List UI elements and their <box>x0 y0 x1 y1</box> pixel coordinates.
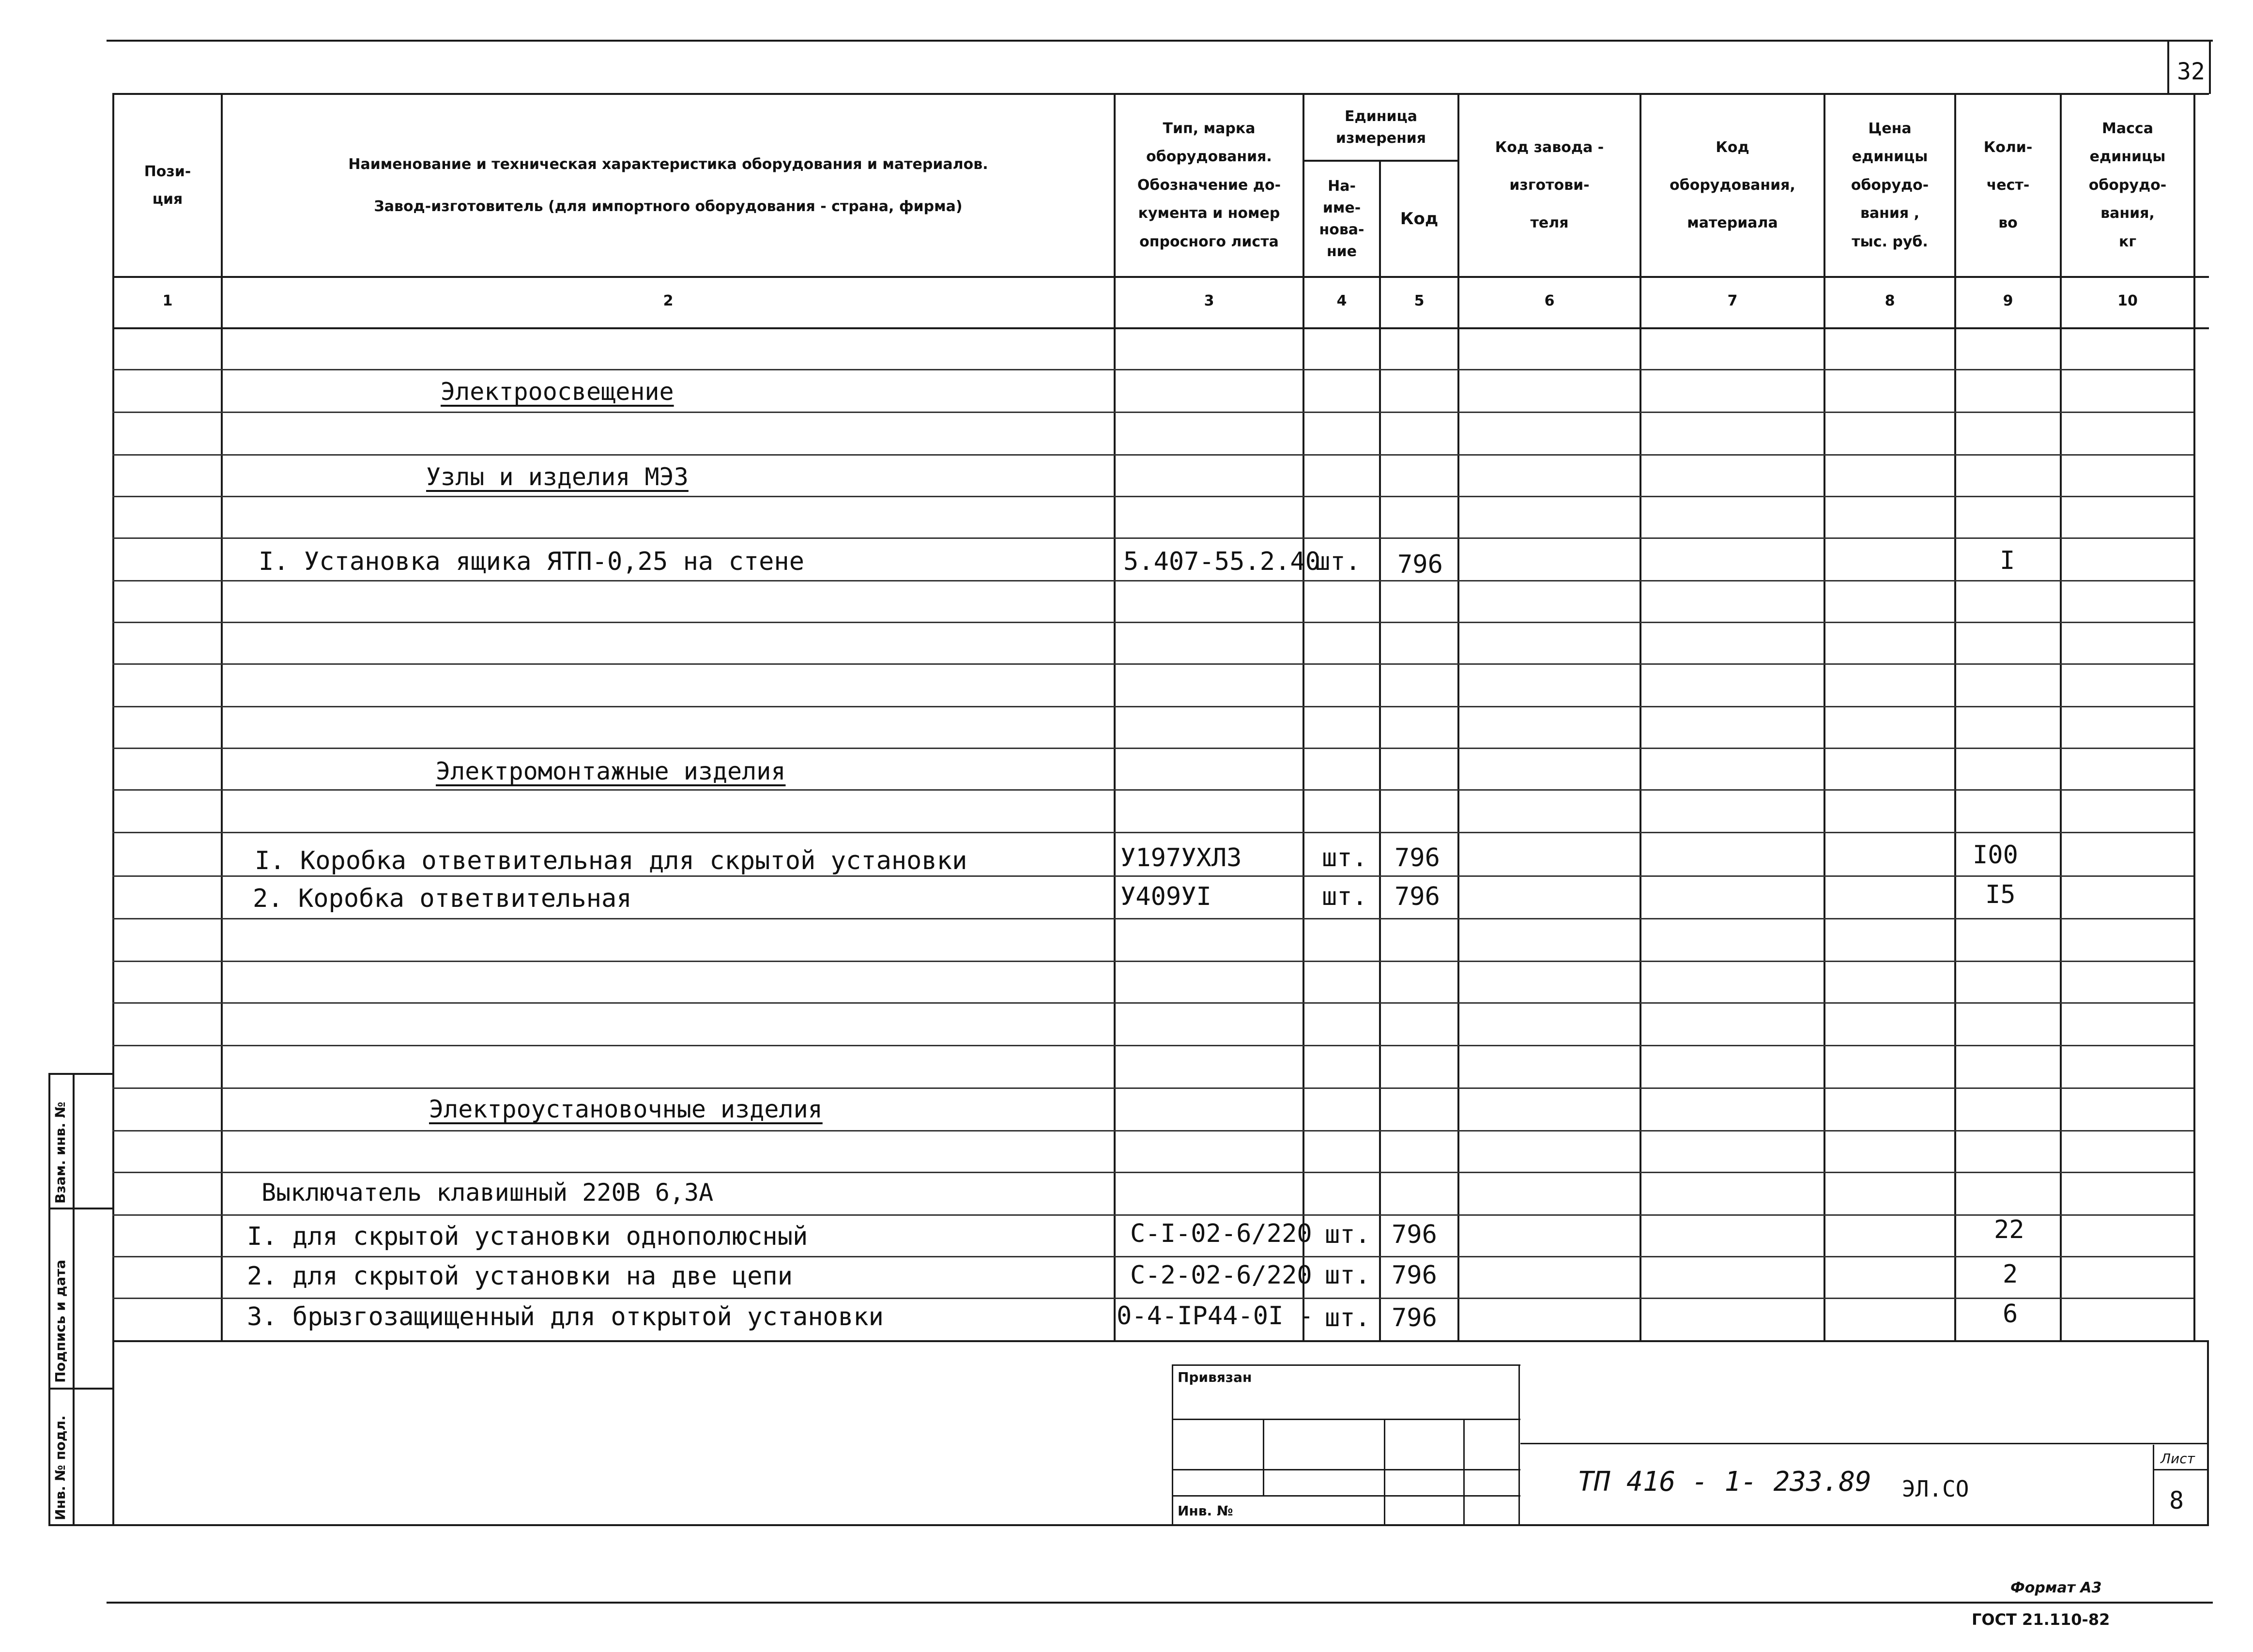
header-position: Пози- ция <box>144 163 191 208</box>
sheet-box-left <box>2153 1445 2154 1524</box>
row-item-code: 796 <box>1392 1220 1437 1249</box>
header-unit-group: Единица измерения <box>1335 108 1426 147</box>
document-code: ТП 416 - 1- 233.89 <box>1578 1466 1871 1498</box>
row-line <box>112 748 2193 749</box>
row-item-unit: шт. <box>1315 547 1361 576</box>
col-line-9 <box>2060 93 2062 1340</box>
row-item-code: 796 <box>1395 882 1440 911</box>
side-label-original-inv: Инв. № подл. <box>52 1415 68 1520</box>
stamp-inv-label: Инв. № <box>1178 1503 1233 1519</box>
section-heading: Электроосвещение <box>441 378 674 406</box>
side-strip-mid <box>73 1073 75 1526</box>
row-item-name: I. Установка ящика ЯТП-0,25 на стене <box>259 547 805 576</box>
row-line <box>112 663 2193 665</box>
row-item-unit: шт. <box>1322 843 1367 872</box>
side-strip-bottom <box>48 1524 114 1526</box>
row-line <box>112 496 2193 497</box>
colnum-1: 1 <box>162 292 173 309</box>
header-unit-code: Код <box>1400 209 1439 229</box>
row-item-type: С-I-02-6/220 <box>1130 1219 1312 1248</box>
format-label: Формат А3 <box>2010 1579 2102 1596</box>
row-item-name: 2. для скрытой установки на две цепи <box>247 1262 793 1291</box>
header-unit-name: На- име- нова- ние <box>1319 178 1364 260</box>
row-item-qty: 6 <box>2003 1300 2018 1329</box>
header-name-line2: Завод-изготовитель (для импортного оборудования - страна, фирма) <box>374 198 963 215</box>
title-block-right <box>2207 1340 2209 1526</box>
col-line-1 <box>221 93 223 1340</box>
row-line <box>112 1087 2193 1089</box>
row-item-unit: шт. <box>1322 882 1367 911</box>
row-line <box>112 832 2193 833</box>
row-line <box>112 1002 2193 1004</box>
sheet-corner-number: 32 <box>2177 58 2205 85</box>
row-item-name: 2. Коробка ответвительная <box>253 884 632 913</box>
row-item-name: I. для скрытой установки однополюсный <box>247 1222 808 1251</box>
col-line-5 <box>1457 93 1459 1340</box>
header-price: Цена единицы оборудо- вания , тыс. руб. <box>1851 120 1929 250</box>
row-item-type: 0-4-IP44-0I - <box>1117 1301 1314 1331</box>
row-line <box>112 1172 2193 1173</box>
top-border-line <box>107 40 2213 42</box>
colnum-5: 5 <box>1414 292 1425 309</box>
header-name <box>223 95 1114 276</box>
row-item-qty: I <box>2000 546 2015 575</box>
colnum-bottom-line <box>112 327 2209 329</box>
row-item-code: 796 <box>1395 843 1440 872</box>
row-item-name: 3. брызгозащищенный для открытой установки <box>247 1302 884 1331</box>
header-type: Тип, марка оборудования. Обозначение до- кумента и номер опросного листа <box>1137 120 1281 250</box>
col-line-4 <box>1379 160 1381 1340</box>
side-strip-top <box>48 1073 114 1075</box>
row-line <box>112 537 2193 539</box>
header-name-line1: Наименование и техническая характеристика оборудования и материалов. <box>348 156 988 173</box>
header-bottom-line <box>112 276 2209 278</box>
colnum-4: 4 <box>1336 292 1347 309</box>
header-mass: Масса единицы оборудо- вания, кг <box>2088 120 2167 250</box>
col-line-7 <box>1824 93 1825 1340</box>
stamp-line <box>1172 1495 1520 1497</box>
side-label-signature-date: Подпись и дата <box>52 1259 68 1383</box>
row-item-name: I. Коробка ответвительная для скрытой установки <box>255 846 967 875</box>
stamp-line <box>1384 1419 1385 1524</box>
row-item-type: 5.407-55.2.40 <box>1123 547 1320 576</box>
row-line <box>112 1045 2193 1046</box>
stamp-line <box>1263 1419 1264 1495</box>
col-line-6 <box>1640 93 1641 1340</box>
row-line <box>112 412 2193 413</box>
row-item-type: У409УI <box>1120 882 1211 911</box>
group-label: Выключатель клавишный 220В 6,3А <box>261 1178 714 1207</box>
stamp-line <box>1463 1419 1465 1524</box>
row-line <box>112 622 2193 623</box>
row-item-unit: шт. <box>1325 1220 1370 1249</box>
row-item-code: 796 <box>1392 1261 1437 1290</box>
row-line <box>112 706 2193 707</box>
row-line <box>112 1256 2193 1257</box>
section-code: ЭЛ.СО <box>1902 1476 1969 1502</box>
header-equipment-code: Код оборудования, материала <box>1670 139 1795 231</box>
colnum-9: 9 <box>2003 292 2013 309</box>
colnum-6: 6 <box>1544 292 1555 309</box>
row-item-qty: I5 <box>1985 880 2016 909</box>
row-line <box>112 875 2193 877</box>
header-quantity: Коли- чест- во <box>1983 139 2033 231</box>
col-line-8 <box>1954 93 1956 1340</box>
title-block-bottom <box>112 1524 2209 1526</box>
colnum-7: 7 <box>1727 292 1738 309</box>
stamp-privyazan-label: Привязан <box>1178 1369 1252 1385</box>
stamp-line <box>1172 1364 1520 1366</box>
side-label-replacement-inv: Взам. инв. № <box>52 1101 68 1204</box>
row-line <box>112 918 2193 919</box>
row-item-unit: шт. <box>1325 1303 1370 1332</box>
row-line <box>112 789 2193 791</box>
section-heading: Узлы и изделия МЭЗ <box>426 463 689 491</box>
table-bottom-line <box>112 1340 2209 1342</box>
header-factory-code: Код завода - изготови- теля <box>1495 139 1604 231</box>
row-line <box>112 1214 2193 1216</box>
doc-code-line <box>1520 1443 2208 1444</box>
row-item-qty: 2 <box>2003 1260 2018 1289</box>
bottom-border-line <box>107 1602 2213 1604</box>
row-item-type: С-2-02-6/220 <box>1130 1261 1312 1290</box>
row-item-qty: 22 <box>1994 1215 2024 1244</box>
section-heading: Электромонтажные изделия <box>436 757 786 785</box>
row-item-code: 796 <box>1397 550 1443 579</box>
sheet-label: Лист <box>2161 1451 2195 1467</box>
gost-label: ГОСТ 21.110-82 <box>1972 1610 2110 1629</box>
corner-box-right <box>2209 40 2211 94</box>
row-line <box>112 580 2193 581</box>
colnum-3: 3 <box>1204 292 1214 309</box>
row-line <box>112 1298 2193 1299</box>
col-line-2 <box>1114 93 1116 1340</box>
row-line <box>112 454 2193 456</box>
colnum-10: 10 <box>2117 292 2138 309</box>
side-strip-sep <box>48 1388 114 1390</box>
section-heading: Электроустановочные изделия <box>429 1095 823 1123</box>
col-line-3 <box>1303 93 1304 1340</box>
colnum-2: 2 <box>663 292 674 309</box>
sheet-number: 8 <box>2169 1486 2184 1514</box>
sheet-box-sep <box>2153 1469 2207 1470</box>
row-item-type: У197УХЛ3 <box>1120 843 1242 872</box>
row-item-code: 796 <box>1392 1303 1437 1332</box>
corner-box-left <box>2167 40 2169 94</box>
row-item-unit: шт. <box>1325 1261 1370 1290</box>
table-right-line <box>2193 93 2195 1340</box>
colnum-8: 8 <box>1885 292 1895 309</box>
stamp-line <box>1518 1364 1520 1524</box>
row-item-qty: I00 <box>1973 841 2018 870</box>
stamp-line <box>1172 1469 1520 1470</box>
row-line <box>112 369 2193 370</box>
side-strip-left <box>48 1073 50 1526</box>
row-line <box>112 961 2193 962</box>
stamp-line <box>1172 1419 1520 1420</box>
side-strip-sep <box>48 1208 114 1209</box>
row-line <box>112 1130 2193 1132</box>
stamp-line <box>1172 1364 1173 1524</box>
